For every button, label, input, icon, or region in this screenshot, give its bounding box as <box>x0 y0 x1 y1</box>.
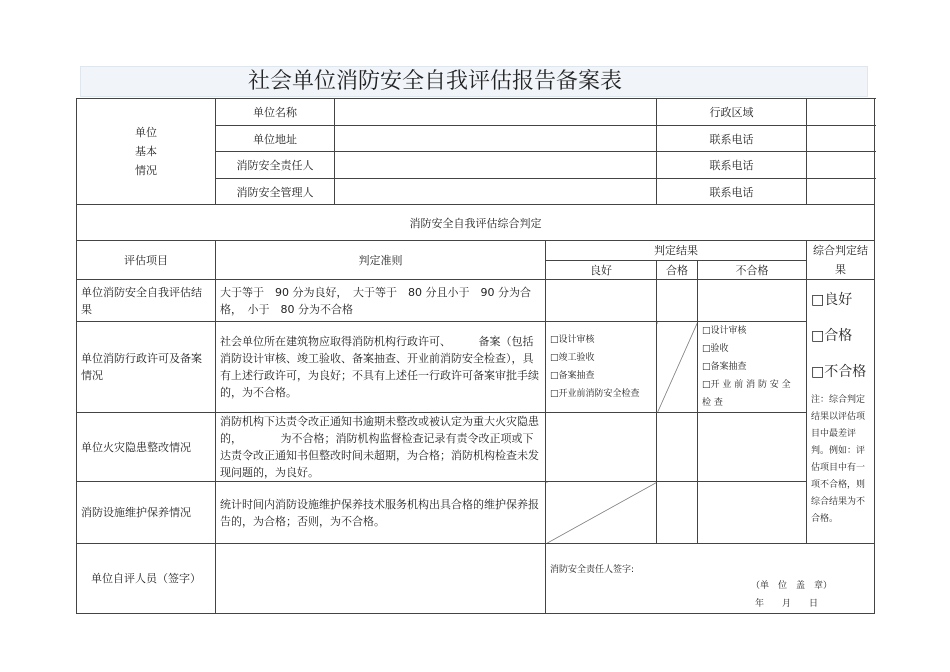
field-unit-name[interactable] <box>335 99 657 126</box>
field-responsible-person[interactable] <box>335 152 657 179</box>
label-phone-2: 联系电话 <box>657 152 807 179</box>
field-phone-3[interactable] <box>807 179 875 205</box>
page-title: 社会单位消防安全自我评估报告备案表 <box>247 69 622 94</box>
cell-score-pass[interactable] <box>657 280 698 322</box>
header-eval-item: 评估项目 <box>77 241 216 280</box>
field-unit-address[interactable] <box>335 126 657 152</box>
label-responsible-signature: 消防安全责任人签字: <box>550 565 635 575</box>
eval-row-hazard <box>77 413 875 482</box>
permit-pass-crossed <box>657 322 698 413</box>
header-fail: 不合格 <box>698 260 807 280</box>
header-good: 良好 <box>546 260 657 280</box>
header-criteria: 判定准则 <box>216 241 546 280</box>
overall-option-good[interactable]: □良好 <box>811 292 853 308</box>
field-phone-1[interactable] <box>807 126 875 152</box>
permit-fail-opt-pre-opening[interactable]: □开 业 前 消 防 安 全 检 查 <box>702 380 791 408</box>
overall-result-cell <box>807 280 875 544</box>
permit-good-opt-design-review[interactable]: □设计审核 <box>550 335 595 345</box>
eval-item-hazard: 单位火灾隐患整改情况 <box>77 413 216 482</box>
cell-score-good[interactable] <box>546 280 657 322</box>
label-unit-name: 单位名称 <box>216 99 335 126</box>
eval-row-maintenance <box>77 482 875 544</box>
date-label: 年 月 日 <box>754 599 818 609</box>
overall-option-pass[interactable]: □合格 <box>811 328 853 344</box>
permit-good-opt-completion[interactable]: □竣工验收 <box>550 353 595 363</box>
field-district[interactable] <box>807 99 875 126</box>
basic-section-label: 单位 基本 情况 <box>77 99 216 205</box>
unit-seal-label: （单 位 盖 章） <box>750 581 832 591</box>
cell-maintenance-fail[interactable] <box>698 482 807 544</box>
cell-maintenance-pass[interactable] <box>657 482 698 544</box>
field-self-assessor-signature[interactable] <box>216 544 546 614</box>
label-responsible-person: 消防安全责任人 <box>216 152 335 179</box>
permit-fail-opt-spot-check[interactable]: □备案抽查 <box>702 362 747 372</box>
signature-row <box>77 544 875 614</box>
permit-fail-opt-design-review[interactable]: □设计审核 <box>702 326 747 336</box>
header-overall: 综合判定结果 <box>807 241 875 280</box>
header-row-1 <box>77 241 875 261</box>
cell-hazard-pass[interactable] <box>657 413 698 482</box>
eval-criteria-hazard: 消防机构下达责令改正通知书逾期未整改或被认定为重大火灾隐患的， 为不合格；消防机构监督检查记录有责令改正项或下达责令改正通知书但整改时间未超期，为合格；消防机构检查未发现问题的，为良好。 <box>216 413 546 482</box>
eval-criteria-score: 大于等于 90 分为良好， 大于等于 80 分且小于 90 分为合格， 小于 80 分为不合格 <box>216 280 546 322</box>
label-unit-address: 单位地址 <box>216 126 335 152</box>
eval-row-score <box>77 280 875 322</box>
eval-criteria-permit: 社会单位所在建筑物应取得消防机构行政许可、 备案（包括消防设计审核、竣工验收、备案抽查、开业前消防安全检查），具有上述行政许可，为良好；不具有上述任一行政许可备案审批手续的，为不合格。 <box>216 322 546 413</box>
label-self-assessor: 单位自评人员（签字） <box>77 544 216 614</box>
eval-item-score: 单位消防安全自我评估结果 <box>77 280 216 322</box>
overall-note: 注：综合判定结果以评估项目中最差评判。例如：评估项目中有一项不合格，则综合结果为不合格。 <box>811 395 866 524</box>
overall-option-fail[interactable]: □不合格 <box>811 364 867 380</box>
permit-fail-opt-acceptance[interactable]: □验收 <box>702 344 729 354</box>
responsible-signature-cell[interactable] <box>546 544 875 614</box>
label-phone-1: 联系电话 <box>657 126 807 152</box>
filing-form <box>76 98 875 614</box>
cell-hazard-good[interactable] <box>546 413 657 482</box>
label-safety-manager: 消防安全管理人 <box>216 179 335 205</box>
cell-hazard-fail[interactable] <box>698 413 807 482</box>
eval-item-maintenance: 消防设施维护保养情况 <box>77 482 216 544</box>
eval-section-title: 消防安全自我评估综合判定 <box>77 205 875 241</box>
header-result: 判定结果 <box>546 241 807 261</box>
permit-good-options <box>546 322 657 413</box>
permit-fail-options <box>698 322 807 413</box>
eval-criteria-maintenance: 统计时间内消防设施维护保养技术服务机构出具合格的维护保养报告的，为合格；否则，为不合格。 <box>216 482 546 544</box>
field-phone-2[interactable] <box>807 152 875 179</box>
cell-score-fail[interactable] <box>698 280 807 322</box>
eval-section-row <box>77 205 875 241</box>
permit-good-opt-spot-check[interactable]: □备案抽查 <box>550 371 595 381</box>
field-safety-manager[interactable] <box>335 179 657 205</box>
basic-row-name <box>77 99 875 126</box>
permit-good-opt-pre-opening[interactable]: □开业前消防安全检查 <box>550 389 640 399</box>
eval-row-permit <box>77 322 875 413</box>
label-district: 行政区域 <box>657 99 807 126</box>
header-pass: 合格 <box>657 260 698 280</box>
label-phone-3: 联系电话 <box>657 179 807 205</box>
eval-item-permit: 单位消防行政许可及备案情况 <box>77 322 216 413</box>
maintenance-good-crossed <box>546 482 657 544</box>
